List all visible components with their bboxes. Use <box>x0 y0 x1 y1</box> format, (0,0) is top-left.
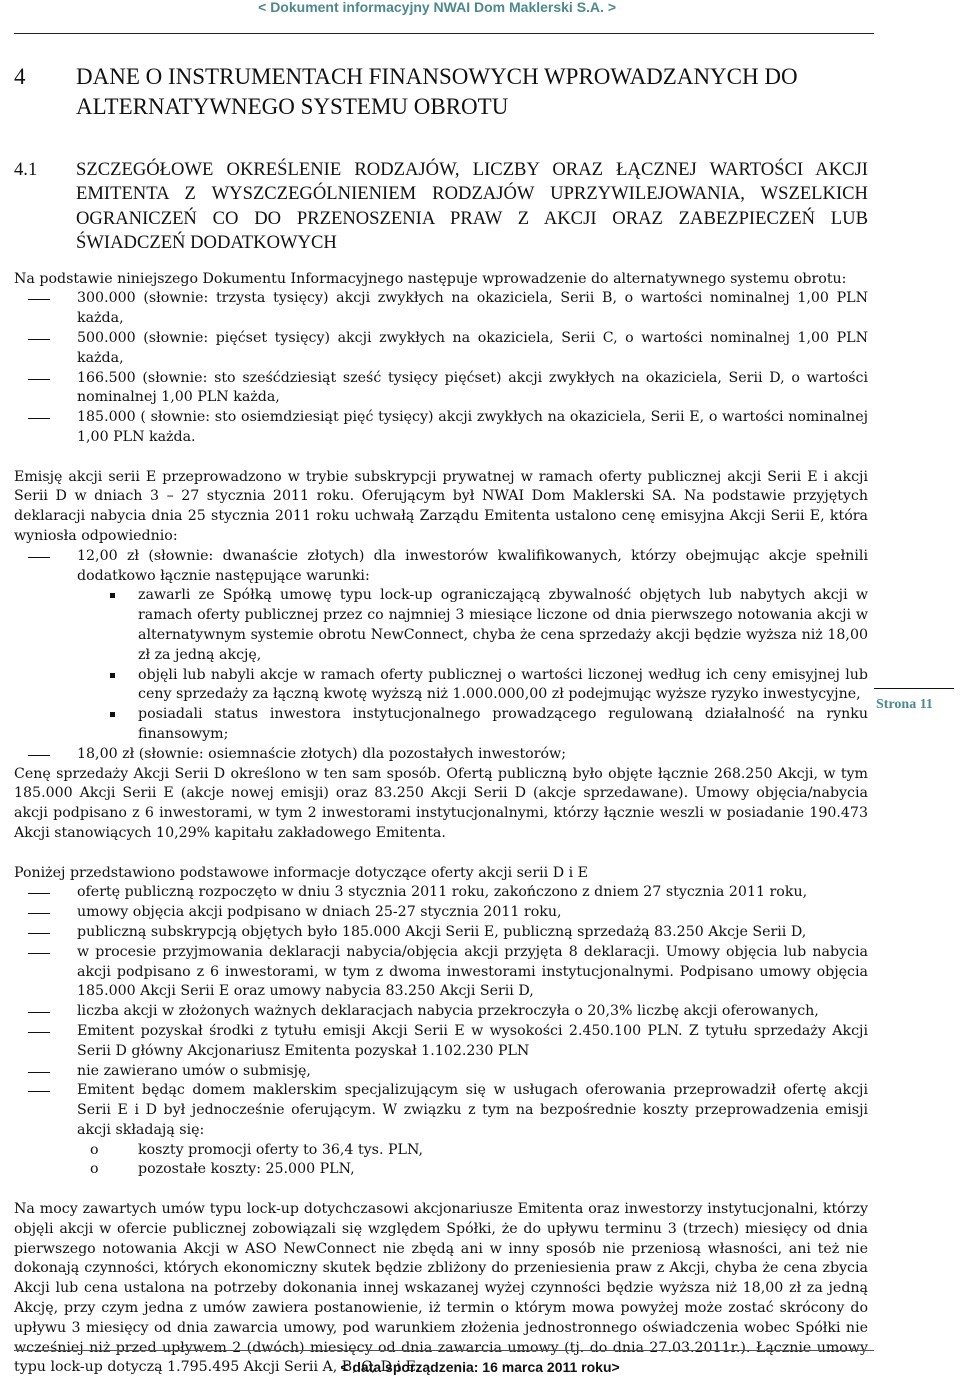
cost-text: koszty promocji oferty to 36,4 tys. PLN, <box>138 1141 423 1158</box>
section-number: 4 <box>14 64 26 89</box>
subsection-number: 4.1 <box>14 159 38 180</box>
page-number-sidebar <box>872 688 956 713</box>
offer-intro: Poniżej przedstawiono podstawowe informacje dotyczące oferty akcji serii D i E <box>14 864 588 881</box>
list-item: Emitent będąc domem maklerskim specjalizującym się w usługach oferowania przeprowadził ofertę akcji Serii E i D był jednocześnie oferującym. W związku z tym na bezpośrednie koszty przeprowadzenia emisji akcji składają się: <box>14 1081 868 1140</box>
list-item: nie zawierano umów o submisję, <box>14 1062 868 1082</box>
subsection-title: SZCZEGÓŁOWE OKREŚLENIE RODZAJÓW, LICZBY ORAZ ŁĄCZNEJ WARTOŚCI AKCJI EMITENTA Z WYSZCZEGÓLNIENIEM RODZAJÓW UPRZYWILEJOWANIA, WSZELKICH OGRANICZEŃ CO DO PRZENOSZENIA PRAW Z AKCJI ORAZ ZABEZPIECZEŃ LUB ŚWIADCZEŃ DODATKOWYCH <box>76 159 868 254</box>
page-header <box>0 0 960 34</box>
list-item: publiczną subskrypcją objętych było 185.000 Akcji Serii E, publiczną sprzedażą 83.250 Akcje Serii D, <box>14 923 868 943</box>
offer-list <box>14 883 868 1140</box>
spacer <box>14 1180 868 1200</box>
sidebar-rule <box>874 688 954 689</box>
list-item: 185.000 ( słownie: sto osiemdziesiąt pięć tysięcy) akcji zwykłych na okaziciela, Serii E, o wartości nominalnej 1,00 PLN każda. <box>14 408 868 448</box>
lockup-paragraph: Na mocy zawartych umów typu lock-up dotychczasowi akcjonariusze Emitenta oraz inwestorzy instytucjonalni, którzy objęli akcji w ofercie publicznej zobowiązali się względem Spółki, że do upływu terminu 3 (trzech) miesięcy od dnia pierwszego notowania Akcji w ASO NewConnect nie zbędą ani w inny sposób nie przeniosą własności, ani też nie dokonają czynności, których ekonomiczny skutek będzie zbliżony do przeniesienia praw z Akcji, chyba że cena zbycia Akcji lub cena ustalona na potrzeby dokonania innej wskazanej wyżej czynności będzie wyższa niż 18,00 zł za jedną Akcję, przy czym jedna z umów zawiera postanowienie, iż termin o którym mowa powyżej może zostać skrócony do upływu 3 miesięcy od dnia zawarcia umowy, pod warunkiem złożenia jednostronnego oświadczenia wobec Spółki nie wcześniej niż przed upływem 2 (dwóch) miesięcy od dnia zawarcia umowy (tj. do dnia 27.03.2011r.). Łącznie umowy typu lock-up dotyczą 1.795.495 Akcji Serii A, B, C, D i E. <box>14 1201 868 1376</box>
list-item: 500.000 (słownie: pięćset tysięcy) akcji zwykłych na okaziciela, Serii C, o wartości nominalnej 1,00 PLN każda, <box>14 329 868 369</box>
list-item: 166.500 (słownie: sto sześćdziesiąt sześć tysięcy pięćset) akcji zwykłych na okaziciela, Serii D, o wartości nominalnej 1,00 PLN każda, <box>14 369 868 409</box>
list-item: Emitent pozyskał środki z tytułu emisji Akcji Serii E w wysokości 2.450.100 PLN. Z tytułu sprzedaży Akcji Serii D główny Akcjonariusz Emitenta pozyskał 1.102.230 PLN <box>14 1022 868 1062</box>
list-item: objęli lub nabyli akcje w ramach oferty publicznej o wartości liczonej według ich ceny emisyjnej lub ceny sprzedaży za łączną kwotę wyższą niż 1.000.000,00 zł podejmując wyższe ryzyko inwestycyjne, <box>14 666 868 706</box>
section-title: DANE O INSTRUMENTACH FINANSOWYCH WPROWADZANYCH DO ALTERNATYWNEGO SYSTEMU OBROTU <box>76 64 798 119</box>
list-item: 18,00 zł (słownie: osiemnaście złotych) dla pozostałych inwestorów; <box>14 745 868 765</box>
conditions-list <box>14 586 868 744</box>
circle-bullet-icon: o <box>90 1141 99 1158</box>
list-item: zawarli ze Spółką umowę typu lock-up ograniczającą zbywalność objętych lub nabytych akcji w ramach oferty publicznej przez co najmniej 3 miesiące liczone od dnia pierwszego notowania akcji w alternatywnym systemie obrotu NewConnect, chyba że cena sprzedaży akcji będzie wyższa niż 18,00 zł za jedną akcję, <box>14 586 868 665</box>
costs-list <box>14 1141 868 1181</box>
spacer <box>14 844 868 864</box>
list-item <box>14 1160 868 1180</box>
cost-text: pozostałe koszty: 25.000 PLN, <box>138 1161 355 1178</box>
price-list <box>14 547 868 587</box>
price-list-2 <box>14 745 868 765</box>
intro-paragraph: Na podstawie niniejszego Dokumentu Informacyjnego następuje wprowadzenie do alternatywnego systemu obrotu: <box>14 270 847 287</box>
list-item: umowy objęcia akcji podpisano w dniach 25-27 stycznia 2011 roku, <box>14 903 868 923</box>
list-item <box>14 1141 868 1161</box>
shares-list <box>14 289 868 447</box>
list-item: w procesie przyjmowania deklaracji nabycia/objęcia akcji przyjęta 8 deklaracji. Umowy objęcia lub nabycia akcji podpisano z 6 inwestorami, w tym z dwoma inwestorami instytucjonalnymi. Podpisano umowy objęcia 185.000 Akcji Serii E oraz umowy nabycia 83.250 Akcji Serii D, <box>14 943 868 1002</box>
list-item: 12,00 zł (słownie: dwanaście złotych) dla inwestorów kwalifikowanych, którzy obejmując akcje spełnili dodatkowo łącznie następujące warunki: <box>14 547 868 587</box>
subsection-heading <box>14 158 868 256</box>
header-rule <box>14 33 874 34</box>
footer-rule <box>14 1350 874 1351</box>
list-item: 300.000 (słownie: trzysta tysięcy) akcji zwykłych na okaziciela, Serii B, o wartości nominalnej 1,00 PLN każda, <box>14 289 868 329</box>
circle-bullet-icon: o <box>90 1161 99 1178</box>
page-footer: < data sporządzenia: 16 marca 2011 roku> <box>340 1359 620 1375</box>
section-heading <box>14 62 868 122</box>
list-item: ofertę publiczną rozpoczęto w dniu 3 stycznia 2011 roku, zakończono z dniem 27 stycznia 2011 roku, <box>14 883 868 903</box>
emission-paragraph: Emisję akcji serii E przeprowadzono w trybie subskrypcji prywatnej w ramach oferty publicznej akcji Serii E i akcji Serii D w dniach 3 – 27 stycznia 2011 roku. Oferującym był NWAI Dom Maklerski SA. Na podstawie przyjętych deklaracji nabycia dnia 25 stycznia 2011 roku uchwałą Zarządu Emitenta ustalono cenę emisyjna Akcji Serii E, która wyniosła odpowiednio: <box>14 468 868 544</box>
header-text: < Dokument informacyjny NWAI Dom Maklerski S.A. > <box>258 0 616 15</box>
series-d-paragraph: Cenę sprzedaży Akcji Serii D określono w ten sam sposób. Ofertą publiczną było objęte łącznie 268.250 Akcji, w tym 185.000 Akcji Serii E (akcje nowej emisji) oraz 83.250 Akcji Serii D (akcje sprzedawane). Umowy objęcia/nabycia akcji podpisano z 6 inwestorami, w tym 2 inwestorami instytucjonalnymi, którzy łącznie weszli w posiadanie 190.473 Akcji stanowiących 10,29% kapitału zakładowego Emitenta. <box>14 765 868 841</box>
list-item: liczba akcji w złożonych ważnych deklaracjach nabycia przekroczyła o 20,3% liczbę akcji oferowanych, <box>14 1002 868 1022</box>
spacer <box>14 448 868 468</box>
list-item: posiadali status inwestora instytucjonalnego prowadzącego regulowaną działalność na rynku finansowym; <box>14 705 868 745</box>
page-number: Strona 11 <box>876 697 933 712</box>
page-content <box>14 62 868 1378</box>
